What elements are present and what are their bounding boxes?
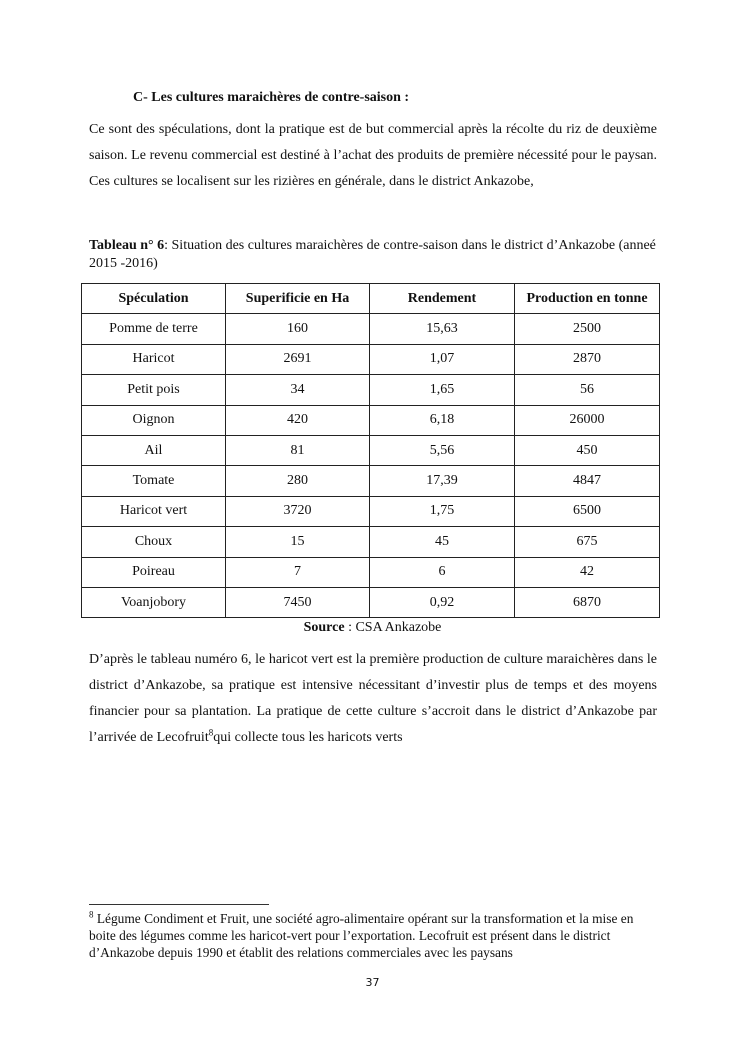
cell-speculation: Tomate bbox=[82, 466, 226, 496]
table-row bbox=[82, 466, 660, 496]
section-heading: C- Les cultures maraichères de contre-saison : bbox=[133, 90, 410, 105]
cell-production: 6500 bbox=[515, 496, 660, 526]
cell-speculation: Choux bbox=[82, 527, 226, 557]
table-row bbox=[82, 496, 660, 526]
cell-speculation: Haricot bbox=[82, 344, 226, 374]
cell-rendement: 0,92 bbox=[370, 587, 515, 617]
page-number: 37 bbox=[365, 976, 380, 989]
cell-superficie: 81 bbox=[226, 435, 370, 465]
cell-production: 26000 bbox=[515, 405, 660, 435]
cell-production: 42 bbox=[515, 557, 660, 587]
column-header: Spéculation bbox=[82, 284, 226, 314]
footnote-text: Légume Condiment et Fruit, une société agro-alimentaire opérant sur la transformation et la mise en boite des légumes comme les haricot-vert pour l’exportation. Lecofruit est présent dans le district d’Ankazobe depuis 1990 et établit des relations commerciales avec les paysans bbox=[89, 911, 634, 960]
table-row bbox=[82, 375, 660, 405]
cell-rendement: 6 bbox=[370, 557, 515, 587]
cell-rendement: 5,56 bbox=[370, 435, 515, 465]
table-source bbox=[0, 620, 745, 636]
cell-speculation: Pomme de terre bbox=[82, 314, 226, 344]
table-caption bbox=[89, 237, 659, 273]
cell-superficie: 280 bbox=[226, 466, 370, 496]
cell-speculation: Oignon bbox=[82, 405, 226, 435]
cell-speculation: Voanjobory bbox=[82, 587, 226, 617]
cell-production: 450 bbox=[515, 435, 660, 465]
cell-superficie: 7450 bbox=[226, 587, 370, 617]
table-header-row bbox=[82, 284, 660, 314]
cell-speculation: Ail bbox=[82, 435, 226, 465]
table-row bbox=[82, 557, 660, 587]
footnote-number: 8 bbox=[89, 909, 94, 920]
table-caption-text: : Situation des cultures maraichères de contre-saison dans le district d’Ankazobe (anneé 2015 -2016) bbox=[89, 238, 656, 271]
footnote-divider bbox=[89, 904, 269, 905]
column-header: Production en tonne bbox=[515, 284, 660, 314]
table-row bbox=[82, 344, 660, 374]
cell-production: 2500 bbox=[515, 314, 660, 344]
source-label: Source bbox=[303, 620, 345, 635]
cell-production: 4847 bbox=[515, 466, 660, 496]
cell-speculation: Haricot vert bbox=[82, 496, 226, 526]
crops-table bbox=[81, 283, 660, 618]
cell-superficie: 420 bbox=[226, 405, 370, 435]
cell-speculation: Poireau bbox=[82, 557, 226, 587]
cell-superficie: 160 bbox=[226, 314, 370, 344]
table-row bbox=[82, 435, 660, 465]
cell-production: 2870 bbox=[515, 344, 660, 374]
cell-rendement: 15,63 bbox=[370, 314, 515, 344]
column-header: Rendement bbox=[370, 284, 515, 314]
table-caption-label: Tableau n° 6 bbox=[89, 238, 165, 253]
footnote-reference[interactable]: 8 bbox=[208, 727, 214, 738]
cell-production: 675 bbox=[515, 527, 660, 557]
table-row bbox=[82, 587, 660, 617]
cell-rendement: 17,39 bbox=[370, 466, 515, 496]
column-header: Superificie en Ha bbox=[226, 284, 370, 314]
table-row bbox=[82, 314, 660, 344]
table-row bbox=[82, 527, 660, 557]
cell-rendement: 45 bbox=[370, 527, 515, 557]
cell-superficie: 7 bbox=[226, 557, 370, 587]
analysis-text: D’après le tableau numéro 6, le haricot vert est la première production de culture maraichères dans le district d’Ankazobe, sa pratique est intensive nécessitant d’investir plus de temps et des moyens financier pour sa plantation. La pratique de cette culture s’accroit dans le district d’Ankazobe par l’arrivée de Lecofruit bbox=[89, 652, 657, 745]
source-text: : CSA Ankazobe bbox=[344, 620, 442, 635]
cell-rendement: 6,18 bbox=[370, 405, 515, 435]
table-row bbox=[82, 405, 660, 435]
analysis-text-end: qui collecte tous les haricots verts bbox=[213, 730, 403, 745]
cell-rendement: 1,07 bbox=[370, 344, 515, 374]
analysis-paragraph bbox=[89, 647, 657, 751]
cell-production: 6870 bbox=[515, 587, 660, 617]
cell-rendement: 1,75 bbox=[370, 496, 515, 526]
cell-production: 56 bbox=[515, 375, 660, 405]
cell-superficie: 3720 bbox=[226, 496, 370, 526]
cell-superficie: 2691 bbox=[226, 344, 370, 374]
footnote bbox=[89, 910, 657, 961]
intro-paragraph: Ce sont des spéculations, dont la pratique est de but commercial après la récolte du riz de deuxième saison. Le revenu commercial est destiné à l’achat des produits de première nécessité pour le paysan. Ces cultures se localisent sur les rizières en générale, dans le district Ankazobe, bbox=[89, 122, 657, 189]
cell-superficie: 15 bbox=[226, 527, 370, 557]
cell-speculation: Petit pois bbox=[82, 375, 226, 405]
cell-superficie: 34 bbox=[226, 375, 370, 405]
cell-rendement: 1,65 bbox=[370, 375, 515, 405]
